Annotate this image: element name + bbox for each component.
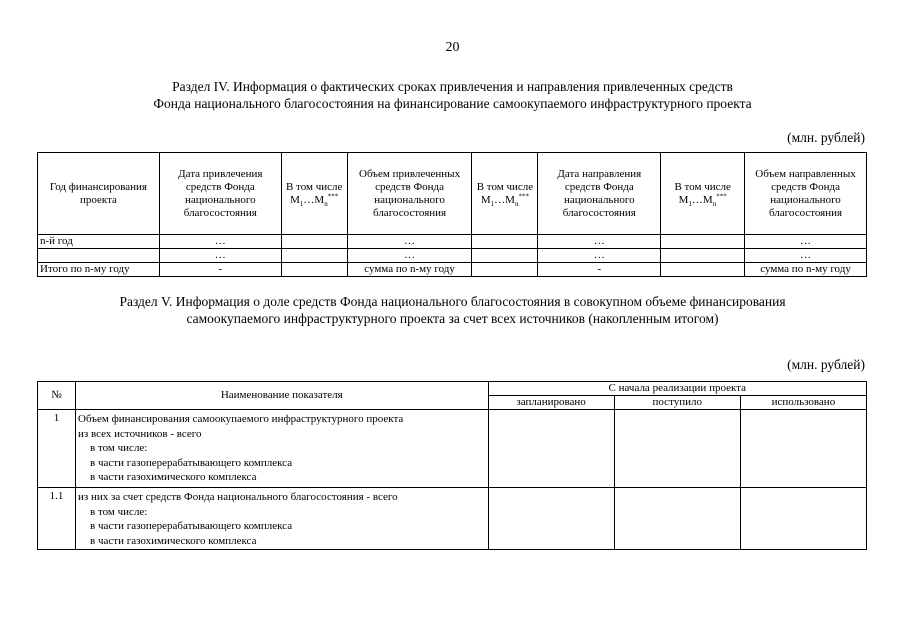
section5-unit: (млн. рублей)	[787, 357, 865, 372]
table-cell: …	[745, 249, 867, 263]
table-cell: -	[538, 263, 661, 277]
header-name: Наименование показателя	[76, 382, 488, 410]
including-label: В том числе	[476, 180, 534, 193]
section4-title	[0, 78, 905, 112]
table-cell: -	[159, 263, 281, 277]
header-planned: запланировано	[488, 396, 614, 410]
section4-title-line1: Раздел IV. Информация о фактических сроках привлечения и направления привлеченных средств	[172, 79, 733, 94]
table-cell: …	[159, 235, 281, 249]
table-cell: n-й год	[38, 235, 160, 249]
including-label: В том числе	[674, 180, 731, 193]
row-num: 1	[38, 410, 76, 488]
table-cell	[614, 410, 740, 488]
row-name	[76, 488, 488, 550]
table-cell	[740, 410, 866, 488]
table-row-total	[38, 263, 867, 277]
indicator-line: из всех источников - всего	[78, 427, 202, 440]
indicator-line: в части газоперерабатывающего комплекса	[90, 520, 293, 532]
indicator-line: из них за счет средств Фонда национального благосостояния - всего	[78, 491, 398, 503]
table-cell: сумма по n-му году	[745, 263, 867, 277]
header-including-3	[661, 153, 745, 235]
section5-title-line2: самоокупаемого инфраструктурного проекта за счет всех источников (накопленным итогом)	[186, 311, 719, 326]
section5-header-row-1	[38, 382, 867, 396]
table-cell	[472, 249, 538, 263]
table-cell	[281, 249, 347, 263]
section4-title-line2: Фонда национального благосостояния на финансирование самоокупаемого инфраструктурного проекта	[153, 96, 752, 111]
header-received: поступило	[614, 396, 740, 410]
indicator-line: Объем финансирования самоокупаемого инфраструктурного проекта	[78, 413, 404, 425]
header-since-start: С начала реализации проекта	[488, 382, 866, 396]
table-row	[38, 488, 867, 550]
table-cell: …	[538, 249, 661, 263]
m-notation: $M_1\dots M_n^{***}$	[290, 191, 339, 208]
header-attract-date: Дата привлечения средств Фонда национального благосостояния	[159, 153, 281, 235]
table-cell	[661, 235, 745, 249]
indicator-line: в том числе:	[90, 505, 148, 518]
section5-title	[0, 293, 905, 327]
table-cell	[740, 488, 866, 550]
section5-title-line1: Раздел V. Информация о доле средств Фонда национального благосостояния в совокупном объеме финансирования	[119, 294, 786, 309]
table-row	[38, 235, 867, 249]
table-cell	[38, 249, 160, 263]
header-used: использовано	[740, 396, 866, 410]
including-label: В том числе	[285, 180, 343, 193]
row-num: 1.1	[38, 488, 76, 550]
table-cell: …	[347, 249, 472, 263]
header-direct-date: Дата направления средств Фонда национального благосостояния	[538, 153, 661, 235]
m-notation: $M_1\dots M_n^{***}$	[678, 191, 727, 208]
table-cell: Итого по n-му году	[38, 263, 160, 277]
table-row	[38, 410, 867, 488]
indicator-line: в части газохимического комплекса	[90, 471, 257, 483]
table-cell	[488, 488, 614, 550]
header-including-2	[472, 153, 538, 235]
table-cell: …	[745, 235, 867, 249]
table-cell: сумма по n-му году	[347, 263, 472, 277]
table-cell: …	[347, 235, 472, 249]
header-attract-volume: Объем привлеченных средств Фонда национального благосостояния	[347, 153, 472, 235]
indicator-line: в том числе:	[90, 442, 148, 454]
table-row	[38, 249, 867, 263]
table-cell	[472, 263, 538, 277]
table-cell: …	[159, 249, 281, 263]
page-number: 20	[445, 40, 460, 55]
section4-unit: (млн. рублей)	[787, 130, 865, 145]
section4-table	[37, 152, 867, 277]
header-year: Год финансирования проекта	[38, 153, 160, 235]
header-including-1	[281, 153, 347, 235]
table-cell	[281, 263, 347, 277]
row-name	[76, 410, 488, 488]
section4-header-row	[38, 153, 867, 235]
table-cell	[661, 249, 745, 263]
table-cell	[614, 488, 740, 550]
table-cell	[472, 235, 538, 249]
m-notation: $M_1\dots M_n^{***}$	[480, 191, 529, 208]
header-num: №	[38, 382, 76, 410]
table-cell	[281, 235, 347, 249]
indicator-line: в части газоперерабатывающего комплекса	[90, 456, 293, 469]
header-direct-volume: Объем направленных средств Фонда национального благосостояния	[745, 153, 867, 235]
section5-table	[37, 381, 867, 550]
table-cell: …	[538, 235, 661, 249]
table-cell	[661, 263, 745, 277]
table-cell	[488, 410, 614, 488]
indicator-line: в части газохимического комплекса	[90, 534, 257, 547]
